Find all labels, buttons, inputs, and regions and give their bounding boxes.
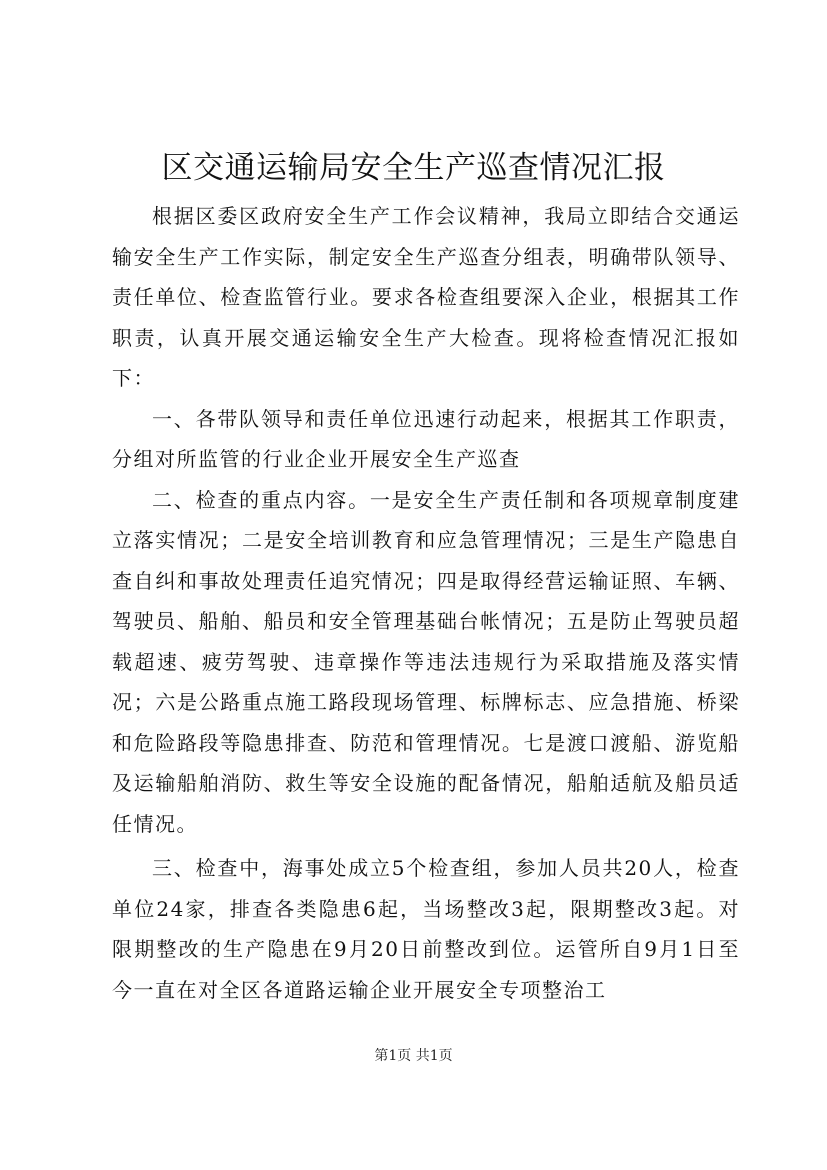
paragraph-section-1: 一、各带队领导和责任单位迅速行动起来，根据其工作职责，分组对所监管的行业企业开展安全生产巡查	[112, 406, 740, 471]
page-footer: 第1页 共1页	[374, 1048, 453, 1064]
paragraph-section-2: 二、检查的重点内容。一是安全生产责任制和各项规章制度建立落实情况；二是安全培训教育和应急管理情况；三是生产隐患自查自纠和事故处理责任追究情况；四是取得经营运输证照、车辆、驾驶员、船舶、船员和安全管理基础台帐情况；五是防止驾驶员超载超速、疲劳驾驶、违章操作等违法违规行为采取措施及落实情况；六是公路重点施工路段现场管理、标牌标志、应急措施、桥梁和危险路段等隐患排查、防范和管理情况。七是渡口渡船、游览船及运输船舶消防、救生等安全设施的配备情况，船舶适航及船员适任情况。	[112, 487, 740, 836]
document-title: 区交通运输局安全生产巡查情况汇报	[161, 150, 666, 186]
document-body	[112, 196, 740, 1010]
paragraph-section-3: 三、检查中，海事处成立5个检查组，参加人员共20人，检查单位24家，排查各类隐患6起，当场整改3起，限期整改3起。对限期整改的生产隐患在9月20日前整改到位。运管所自9月1日至今一直在对全区各道路运输企业开展安全专项整治工	[112, 856, 740, 1002]
paragraph-intro: 根据区委区政府安全生产工作会议精神，我局立即结合交通运输安全生产工作实际，制定安全生产巡查分组表，明确带队领导、责任单位、检查监管行业。要求各检查组要深入企业，根据其工作职责，认真开展交通运输安全生产大检查。现将检查情况汇报如下：	[112, 204, 740, 390]
